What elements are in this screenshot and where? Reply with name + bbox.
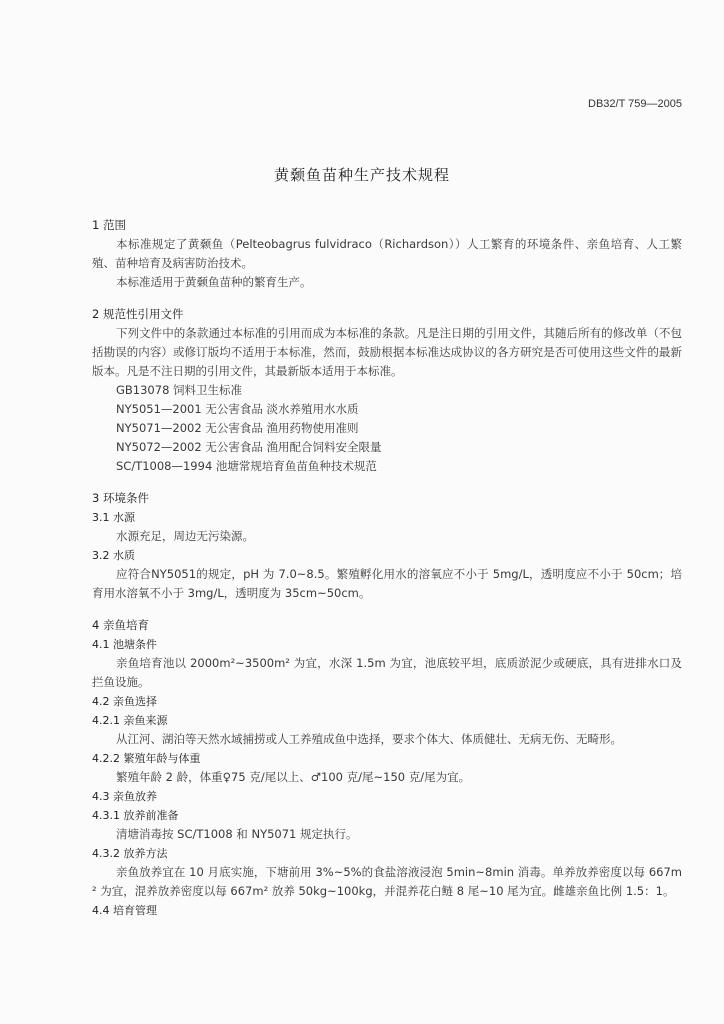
references-paragraph: 下列文件中的条款通过本标准的引用而成为本标准的条款。凡是注日期的引用文件，其随后所有的修改单（不包括勘误的内容）或修订版均不适用于本标准，然而，鼓励根据本标准达成协议的各方研究是否可使用这些文件的最新版本。凡是不注日期的引用文件，其最新版本适用于本标准。 xyxy=(92,326,682,378)
subsection-heading-stocking: 4.3 亲鱼放养 xyxy=(92,790,157,803)
subsection-heading-preparation: 4.3.1 放养前准备 xyxy=(92,809,179,822)
subsection-heading-selection: 4.2 亲鱼选择 xyxy=(92,695,157,708)
reference-item: NY5051—2001 无公害食品 淡水养殖用水水质 xyxy=(116,402,359,416)
reference-item: GB13078 饲料卫生标准 xyxy=(116,383,243,397)
age-weight-paragraph: 繁殖年龄 2 龄，体重♀75 克/尾以上、♂100 克/尾~150 克/尾为宜。 xyxy=(116,770,471,784)
section-heading-broodstock: 4 亲鱼培育 xyxy=(92,618,149,632)
document-title: 黄颡鱼苗种生产技术规程 xyxy=(273,166,450,184)
subsection-heading-pond: 4.1 池塘条件 xyxy=(92,638,157,651)
section-heading-scope: 1 范围 xyxy=(92,218,126,232)
document-code: DB32/T 759—2005 xyxy=(588,98,682,110)
subsection-heading-stocking-method: 4.3.2 放养方法 xyxy=(92,847,168,860)
reference-item: NY5071—2002 无公害食品 渔用药物使用准则 xyxy=(116,421,359,435)
source-paragraph: 从江河、湖泊等天然水域捕捞或人工养殖成鱼中选择，要求个体大、体质健壮、无病无伤、无畸形。 xyxy=(116,732,622,746)
subsection-heading-source: 4.2.1 亲鱼来源 xyxy=(92,714,168,727)
subsection-heading-water-quality: 3.2 水质 xyxy=(92,549,135,562)
stocking-method-paragraph: 亲鱼放养宜在 10 月底实施，下塘前用 3%~5%的食盐溶液浸泡 5min~8min 消毒。单养放养密度以每 667m² 为宜，混养放养密度以每 667m² 放养 50kg~100kg，并混养花白鲢 8 尾~10 尾为宜。雌雄亲鱼比例 1.5：1。 xyxy=(92,865,682,898)
scope-paragraph-2: 本标准适用于黄颡鱼苗种的繁育生产。 xyxy=(116,275,312,289)
pond-paragraph: 亲鱼培育池以 2000m²~3500m² 为宜，水深 1.5m 为宜，池底较平坦，底质淤泥少或硬底，具有进排水口及拦鱼设施。 xyxy=(92,656,682,689)
subsection-heading-age-weight: 4.2.2 繁殖年龄与体重 xyxy=(92,752,201,765)
scope-paragraph-1: 本标准规定了黄颡鱼（Pelteobagrus fulvidraco（Richardson））人工繁育的环境条件、亲鱼培育、人工繁殖、苗种培育及病害防治技术。 xyxy=(92,237,682,270)
section-heading-references: 2 规范性引用文件 xyxy=(92,307,184,321)
reference-item: SC/T1008—1994 池塘常规培育鱼苗鱼种技术规范 xyxy=(116,459,377,473)
reference-item: NY5072—2002 无公害食品 渔用配合饲料安全限量 xyxy=(116,440,382,454)
water-source-paragraph: 水源充足，周边无污染源。 xyxy=(116,529,254,543)
subsection-heading-management: 4.4 培育管理 xyxy=(92,904,157,917)
subsection-heading-water-source: 3.1 水源 xyxy=(92,511,135,524)
document-body xyxy=(92,216,682,920)
preparation-paragraph: 清塘消毒按 SC/T1008 和 NY5071 规定执行。 xyxy=(116,827,358,841)
section-heading-environment: 3 环境条件 xyxy=(92,491,149,505)
water-quality-paragraph: 应符合NY5051的规定，pH 为 7.0~8.5。繁殖孵化用水的溶氧应不小于 5mg/L，透明度应不小于 50cm；培育用水溶氧不小于 3mg/L，透明度为 35cm~50cm。 xyxy=(92,567,682,600)
